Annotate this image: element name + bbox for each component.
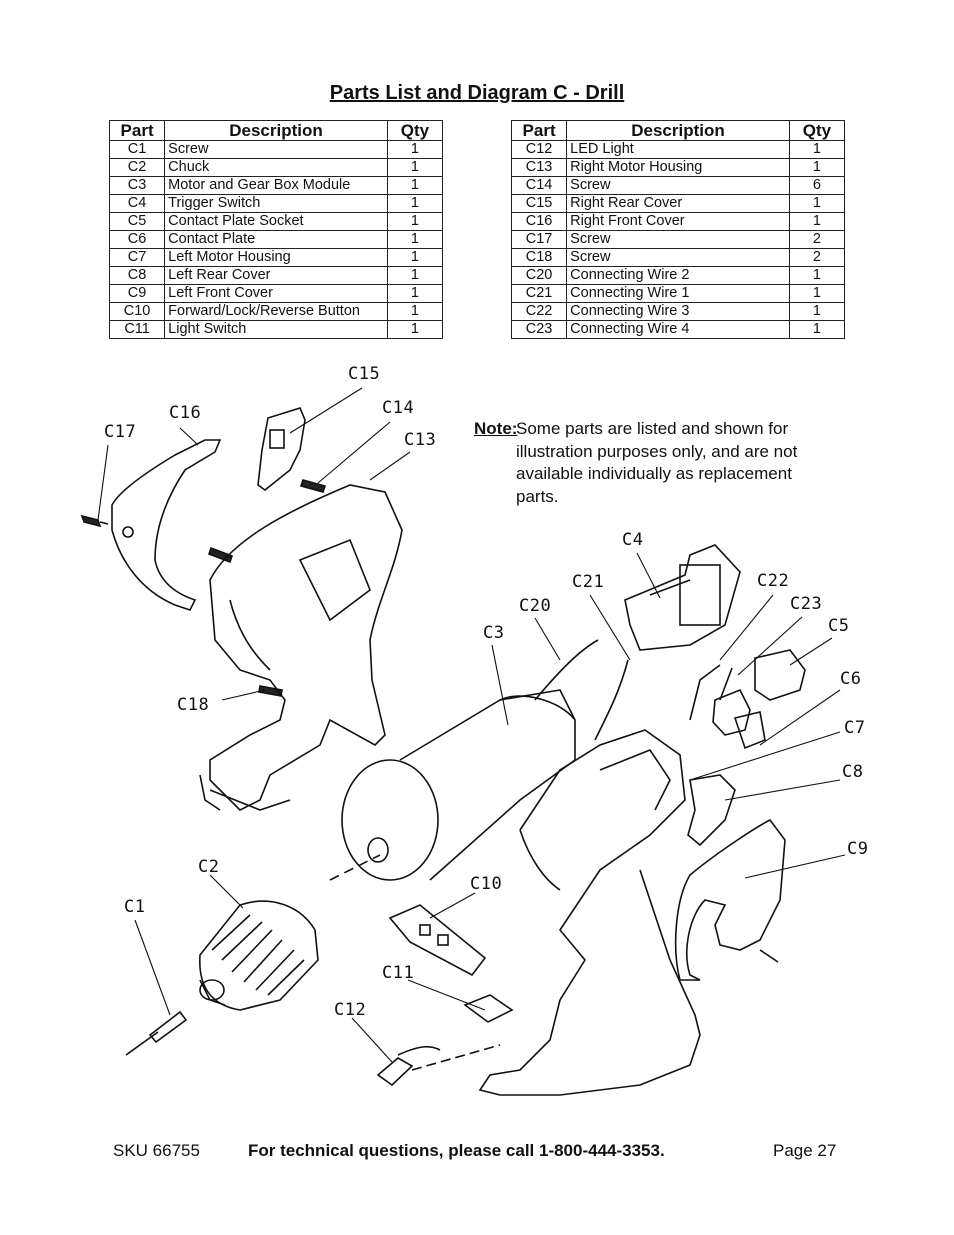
cell-description: Connecting Wire 3 bbox=[567, 303, 790, 321]
cell-description: Left Rear Cover bbox=[165, 267, 388, 285]
cell-part: C12 bbox=[512, 141, 567, 159]
chuck-illustration bbox=[200, 901, 318, 1010]
callout-c20: C20 bbox=[519, 596, 552, 616]
callout-c4: C4 bbox=[622, 530, 644, 550]
cell-qty: 6 bbox=[789, 177, 844, 195]
callout-c21: C21 bbox=[572, 572, 605, 592]
callout-c3: C3 bbox=[483, 623, 505, 643]
cell-description: Screw bbox=[567, 177, 790, 195]
trigger-switch-illustration bbox=[625, 545, 740, 650]
cell-description: Screw bbox=[567, 231, 790, 249]
cell-qty: 1 bbox=[789, 285, 844, 303]
callout-c22: C22 bbox=[757, 571, 790, 591]
header-part: Part bbox=[512, 121, 567, 141]
right-rear-cover-illustration bbox=[258, 408, 305, 490]
header-qty: Qty bbox=[387, 121, 442, 141]
light-switch-illustration bbox=[465, 995, 512, 1022]
callout-c14: C14 bbox=[382, 398, 415, 418]
cell-part: C5 bbox=[110, 213, 165, 231]
right-front-cover-illustration bbox=[112, 440, 220, 610]
cell-part: C18 bbox=[512, 249, 567, 267]
callout-c12: C12 bbox=[334, 1000, 367, 1020]
cell-description: Screw bbox=[165, 141, 388, 159]
cell-part: C14 bbox=[512, 177, 567, 195]
header-description: Description bbox=[567, 121, 790, 141]
footer-tech-support: For technical questions, please call 1-800-444-3353. bbox=[248, 1141, 665, 1160]
cell-qty: 1 bbox=[387, 177, 442, 195]
right-motor-housing-illustration bbox=[200, 485, 402, 810]
cell-part: C8 bbox=[110, 267, 165, 285]
cell-part: C4 bbox=[110, 195, 165, 213]
cell-qty: 1 bbox=[387, 303, 442, 321]
cell-part: C3 bbox=[110, 177, 165, 195]
cell-part: C9 bbox=[110, 285, 165, 303]
cell-description: Left Front Cover bbox=[165, 285, 388, 303]
callout-c23: C23 bbox=[790, 594, 823, 614]
left-motor-housing-illustration bbox=[480, 730, 700, 1095]
cell-part: C17 bbox=[512, 231, 567, 249]
cell-part: C7 bbox=[110, 249, 165, 267]
cell-description: Light Switch bbox=[165, 321, 388, 339]
cell-part: C2 bbox=[110, 159, 165, 177]
cell-description: Right Rear Cover bbox=[567, 195, 790, 213]
cell-qty: 1 bbox=[387, 231, 442, 249]
cell-description: Right Motor Housing bbox=[567, 159, 790, 177]
cell-qty: 1 bbox=[789, 195, 844, 213]
header-part: Part bbox=[110, 121, 165, 141]
callout-c2: C2 bbox=[198, 857, 220, 877]
cell-qty: 1 bbox=[387, 141, 442, 159]
callout-c15: C15 bbox=[348, 364, 381, 384]
leader-lines bbox=[98, 388, 845, 1062]
callout-c16: C16 bbox=[169, 403, 202, 423]
cell-description: Chuck bbox=[165, 159, 388, 177]
left-rear-cover-illustration bbox=[688, 775, 735, 845]
cell-description: Connecting Wire 4 bbox=[567, 321, 790, 339]
cell-part: C6 bbox=[110, 231, 165, 249]
cell-part: C23 bbox=[512, 321, 567, 339]
cell-qty: 1 bbox=[789, 159, 844, 177]
callout-c17: C17 bbox=[104, 422, 137, 442]
cell-qty: 1 bbox=[387, 285, 442, 303]
left-front-cover-illustration bbox=[676, 820, 785, 980]
cell-part: C10 bbox=[110, 303, 165, 321]
header-qty: Qty bbox=[789, 121, 844, 141]
cell-qty: 1 bbox=[789, 303, 844, 321]
screw-c14-illustration bbox=[209, 480, 325, 696]
callout-c13: C13 bbox=[404, 430, 437, 450]
note-label: Note: bbox=[474, 419, 518, 438]
callout-c7: C7 bbox=[844, 718, 866, 738]
cell-qty: 2 bbox=[789, 231, 844, 249]
cell-description: Contact Plate bbox=[165, 231, 388, 249]
led-light-illustration bbox=[378, 1045, 500, 1085]
cell-description: Forward/Lock/Reverse Button bbox=[165, 303, 388, 321]
cell-qty: 2 bbox=[789, 249, 844, 267]
page-title-text: Parts List and Diagram C - Drill bbox=[329, 82, 625, 104]
screw-c1-illustration bbox=[126, 1012, 186, 1055]
screw-c17-illustration bbox=[82, 516, 108, 526]
cell-description: LED Light bbox=[567, 141, 790, 159]
callout-c6: C6 bbox=[840, 669, 862, 689]
callout-c8: C8 bbox=[842, 762, 864, 782]
cell-qty: 1 bbox=[387, 159, 442, 177]
cell-qty: 1 bbox=[789, 267, 844, 285]
footer-sku: SKU 66755 bbox=[113, 1141, 200, 1160]
header-description: Description bbox=[165, 121, 388, 141]
callout-c5: C5 bbox=[828, 616, 850, 636]
cell-qty: 1 bbox=[387, 249, 442, 267]
cell-qty: 1 bbox=[789, 321, 844, 339]
callout-c1: C1 bbox=[124, 897, 146, 917]
cell-part: C16 bbox=[512, 213, 567, 231]
cell-qty: 1 bbox=[387, 213, 442, 231]
cell-qty: 1 bbox=[387, 267, 442, 285]
cell-description: Left Motor Housing bbox=[165, 249, 388, 267]
cell-qty: 1 bbox=[789, 213, 844, 231]
cell-description: Motor and Gear Box Module bbox=[165, 177, 388, 195]
cell-description: Screw bbox=[567, 249, 790, 267]
cell-qty: 1 bbox=[387, 195, 442, 213]
motor-gearbox-illustration bbox=[330, 690, 575, 880]
cell-qty: 1 bbox=[789, 141, 844, 159]
cell-description: Contact Plate Socket bbox=[165, 213, 388, 231]
cell-part: C11 bbox=[110, 321, 165, 339]
cell-part: C1 bbox=[110, 141, 165, 159]
callout-c10: C10 bbox=[470, 874, 503, 894]
cell-description: Connecting Wire 2 bbox=[567, 267, 790, 285]
connecting-wires-illustration bbox=[535, 640, 732, 740]
cell-description: Right Front Cover bbox=[567, 213, 790, 231]
cell-description: Trigger Switch bbox=[165, 195, 388, 213]
cell-part: C15 bbox=[512, 195, 567, 213]
cell-description: Connecting Wire 1 bbox=[567, 285, 790, 303]
callout-c9: C9 bbox=[847, 839, 869, 859]
footer-page-number: Page 27 bbox=[773, 1141, 837, 1160]
cell-part: C21 bbox=[512, 285, 567, 303]
cell-qty: 1 bbox=[387, 321, 442, 339]
cell-part: C20 bbox=[512, 267, 567, 285]
note-text: Some parts are listed and shown for illustration purposes only, and are not available individually as replacement parts. bbox=[516, 419, 798, 506]
callout-c18: C18 bbox=[177, 695, 210, 715]
cell-part: C22 bbox=[512, 303, 567, 321]
cell-part: C13 bbox=[512, 159, 567, 177]
callout-c11: C11 bbox=[382, 963, 415, 983]
